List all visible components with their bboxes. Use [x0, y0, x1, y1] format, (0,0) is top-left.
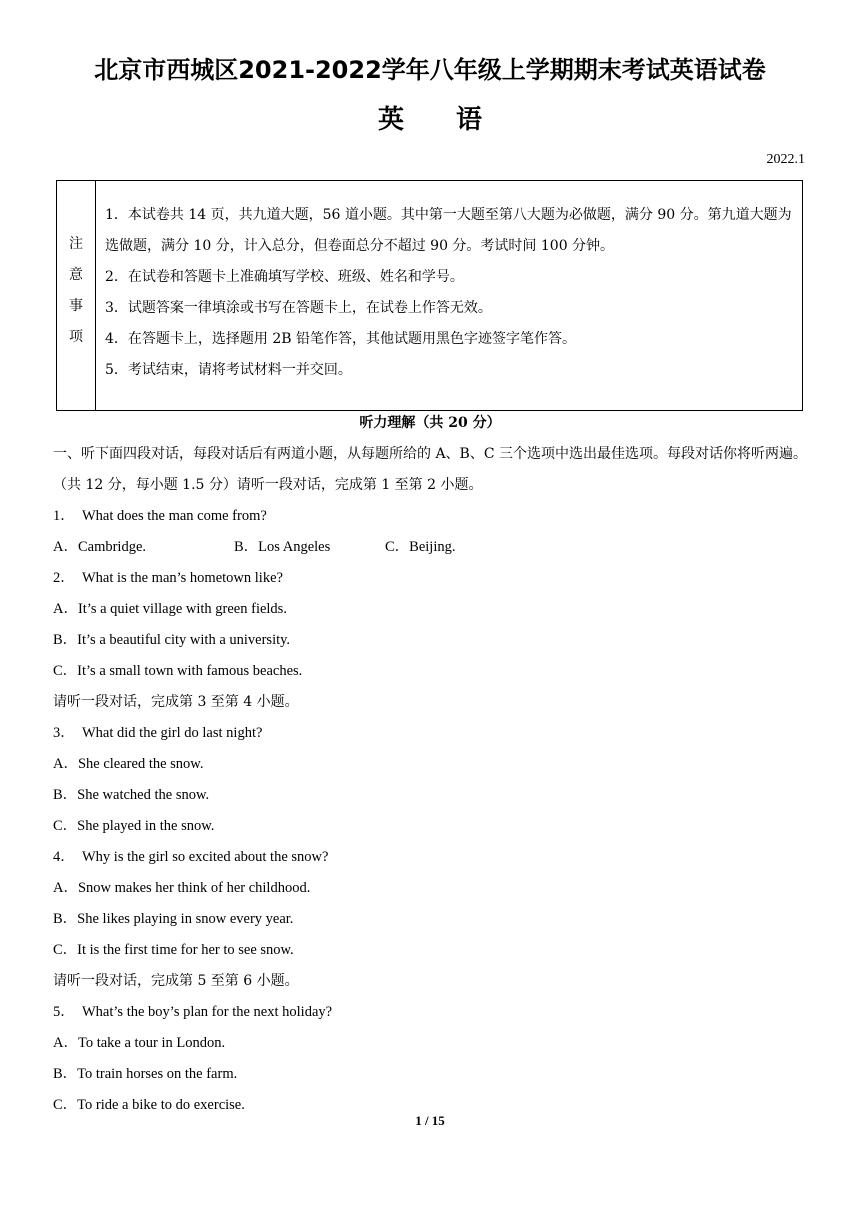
listening-section — [53, 439, 813, 1121]
question-2-stem: 2． What is the man’s hometown like? — [53, 570, 283, 586]
option-b: B．Los Angeles — [234, 539, 331, 555]
notice-item: 2．在试卷和答题卡上准确填写学校、班级、姓名和学号。 — [105, 269, 464, 285]
section-title: 听力理解（共 20 分） — [359, 415, 501, 431]
page-number: 1 / 15 — [415, 1113, 445, 1128]
question-3-stem: 3． What did the girl do last night? — [53, 725, 263, 741]
notice-item: 1．本试卷共 14 页，共九道大题，56 道小题。其中第一大题至第八大题为必做题，满分 90 分。第九道大题为选做题，满分 10 分，计入总分，但卷面总分不超过 90 分。考试时间 100 分钟。 — [105, 207, 792, 254]
notice-items — [96, 181, 802, 410]
subject-title — [0, 100, 860, 140]
option-c: C．To ride a bike to do exercise. — [53, 1097, 245, 1113]
notice-item: 5．考试结束，请将考试材料一并交回。 — [105, 362, 352, 378]
option-b: B．She watched the snow. — [53, 787, 210, 803]
option-a: A．It’s a quiet village with green fields. — [53, 601, 287, 617]
section-intro: 一、听下面四段对话，每段对话后有两道小题，从每题所给的 A、B、C 三个选项中选出最佳选项。每段对话你将听两遍。（共 12 分，每小题 1.5 分）请听一段对话，完成第 1 至第 2 小题。 — [53, 446, 808, 493]
notice-label — [57, 181, 96, 410]
subject-char-2: 语 — [456, 105, 483, 135]
instruction-3-4: 请听一段对话，完成第 3 至第 4 小题。 — [53, 694, 299, 710]
exam-date: 2022.1 — [766, 152, 805, 167]
notice-label-char: 注 — [69, 235, 83, 252]
option-a: A．She cleared the snow. — [53, 756, 204, 772]
option-c: C．It’s a small town with famous beaches. — [53, 663, 303, 679]
question-1-stem: 1． What does the man come from? — [53, 508, 267, 524]
option-c: C．Beijing. — [385, 539, 456, 555]
notice-item: 4．在答题卡上，选择题用 2B 铅笔作答，其他试题用黑色字迹签字笔作答。 — [105, 331, 577, 347]
option-c: C．It is the first time for her to see snow. — [53, 942, 294, 958]
question-1-options — [53, 532, 813, 563]
option-b: B．She likes playing in snow every year. — [53, 911, 294, 927]
option-b: B．It’s a beautiful city with a university. — [53, 632, 291, 648]
notice-label-char: 意 — [69, 266, 83, 283]
instruction-5-6: 请听一段对话，完成第 5 至第 6 小题。 — [53, 973, 299, 989]
option-c: C．She played in the snow. — [53, 818, 215, 834]
notice-item: 3．试题答案一律填涂或书写在答题卡上，在试卷上作答无效。 — [105, 300, 492, 316]
page-title: 北京市西城区2021-2022学年八年级上学期期末考试英语试卷 — [94, 56, 766, 84]
notice-box — [56, 180, 803, 411]
option-a: A．Cambridge. — [53, 539, 147, 555]
option-b: B．To train horses on the farm. — [53, 1066, 238, 1082]
question-4-stem: 4． Why is the girl so excited about the snow? — [53, 849, 329, 865]
option-a: A．Snow makes her think of her childhood. — [53, 880, 311, 896]
notice-label-char: 事 — [69, 297, 83, 314]
question-5-stem: 5． What’s the boy’s plan for the next holiday? — [53, 1004, 333, 1020]
option-a: A．To take a tour in London. — [53, 1035, 226, 1051]
notice-label-char: 项 — [69, 328, 83, 345]
subject-char-1: 英 — [377, 105, 404, 135]
